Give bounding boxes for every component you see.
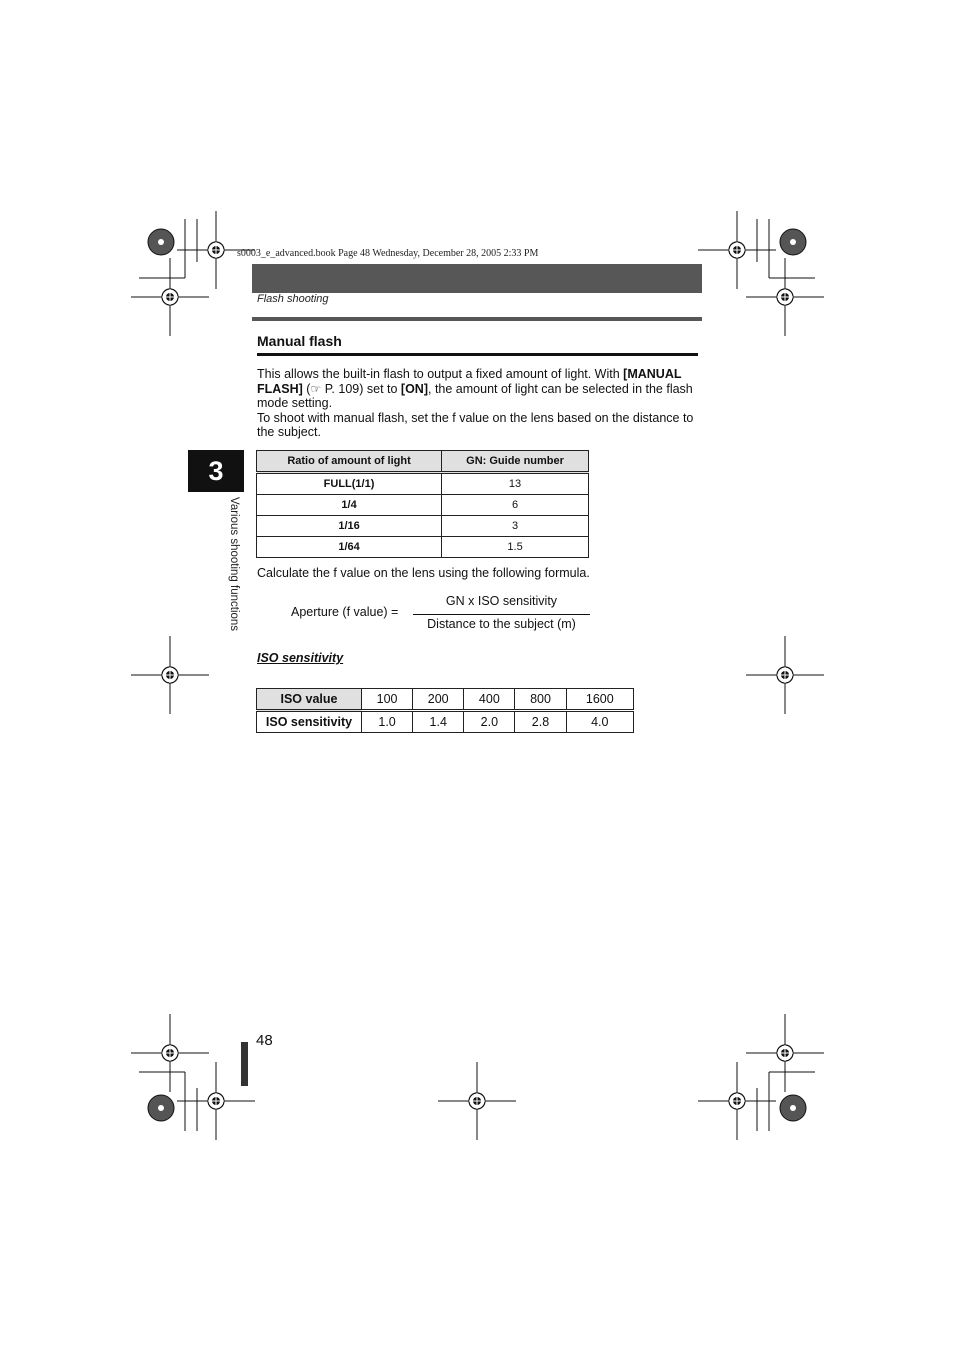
title-rule <box>257 353 698 356</box>
table-row <box>257 537 589 558</box>
paragraph-2: To shoot with manual flash, set the f value on the lens based on the distance to the subject. <box>257 410 694 439</box>
table-cell: 1.5 <box>442 537 589 558</box>
table-row-header: ISO value <box>257 689 362 711</box>
table-row <box>257 516 589 537</box>
table-cell: 13 <box>442 473 589 495</box>
table-cell: 3 <box>442 516 589 537</box>
table-header: GN: Guide number <box>442 451 589 473</box>
formula-intro: Calculate the f value on the lens using the following formula. <box>257 566 590 580</box>
page-number-bar <box>241 1042 248 1086</box>
book-info-header: s0003_e_advanced.book Page 48 Wednesday, December 28, 2005 2:33 PM <box>237 248 539 259</box>
text-span: ( <box>302 381 311 396</box>
setting-name: [ON] <box>400 381 428 396</box>
header-bar <box>252 264 702 293</box>
iso-table <box>256 688 634 733</box>
guide-number-table <box>256 450 589 558</box>
fraction-line <box>413 614 590 615</box>
table-cell: 1.4 <box>413 711 464 733</box>
menu-name: [MANUAL FLASH] <box>257 367 682 396</box>
table-cell: FULL(1/1) <box>257 473 442 495</box>
table-header: Ratio of amount of light <box>257 451 442 473</box>
table-row <box>257 495 589 516</box>
text-span: P. 109) set to <box>321 381 401 396</box>
table-cell: 1/16 <box>257 516 442 537</box>
table-cell: 1/4 <box>257 495 442 516</box>
table-cell: 400 <box>464 689 515 711</box>
iso-subheading: ISO sensitivity <box>257 651 344 665</box>
table-cell: 800 <box>515 689 566 711</box>
page-title: Manual flash <box>257 333 342 349</box>
intro-text <box>257 367 699 440</box>
chapter-tab: 3 <box>188 450 244 492</box>
page-number: 48 <box>256 1032 273 1049</box>
chapter-side-label: Various shooting functions <box>228 497 240 632</box>
table-cell: 6 <box>442 495 589 516</box>
text-span: , the amount of light can be selected in the flash mode setting. <box>257 381 693 410</box>
table-cell: 100 <box>362 689 413 711</box>
table-cell: 1/64 <box>257 537 442 558</box>
table-cell: 4.0 <box>566 711 633 733</box>
formula-lhs: Aperture (f value) = <box>291 605 399 619</box>
table-row <box>257 689 634 711</box>
table-row <box>257 711 634 733</box>
page-reference-icon: ☞ <box>310 381 322 396</box>
formula-denominator: Distance to the subject (m) <box>427 617 576 631</box>
section-label: Flash shooting <box>257 293 329 305</box>
table-cell: 1600 <box>566 689 633 711</box>
table-cell: 1.0 <box>362 711 413 733</box>
text-span: This allows the built-in flash to output a fixed amount of light. With <box>257 367 624 381</box>
table-cell: 2.0 <box>464 711 515 733</box>
table-cell: 2.8 <box>515 711 566 733</box>
formula-numerator: GN x ISO sensitivity <box>445 594 558 608</box>
section-rule <box>252 317 702 321</box>
table-row-header: ISO sensitivity <box>257 711 362 733</box>
paragraph-1 <box>257 367 699 411</box>
table-cell: 200 <box>413 689 464 711</box>
table-row <box>257 473 589 495</box>
